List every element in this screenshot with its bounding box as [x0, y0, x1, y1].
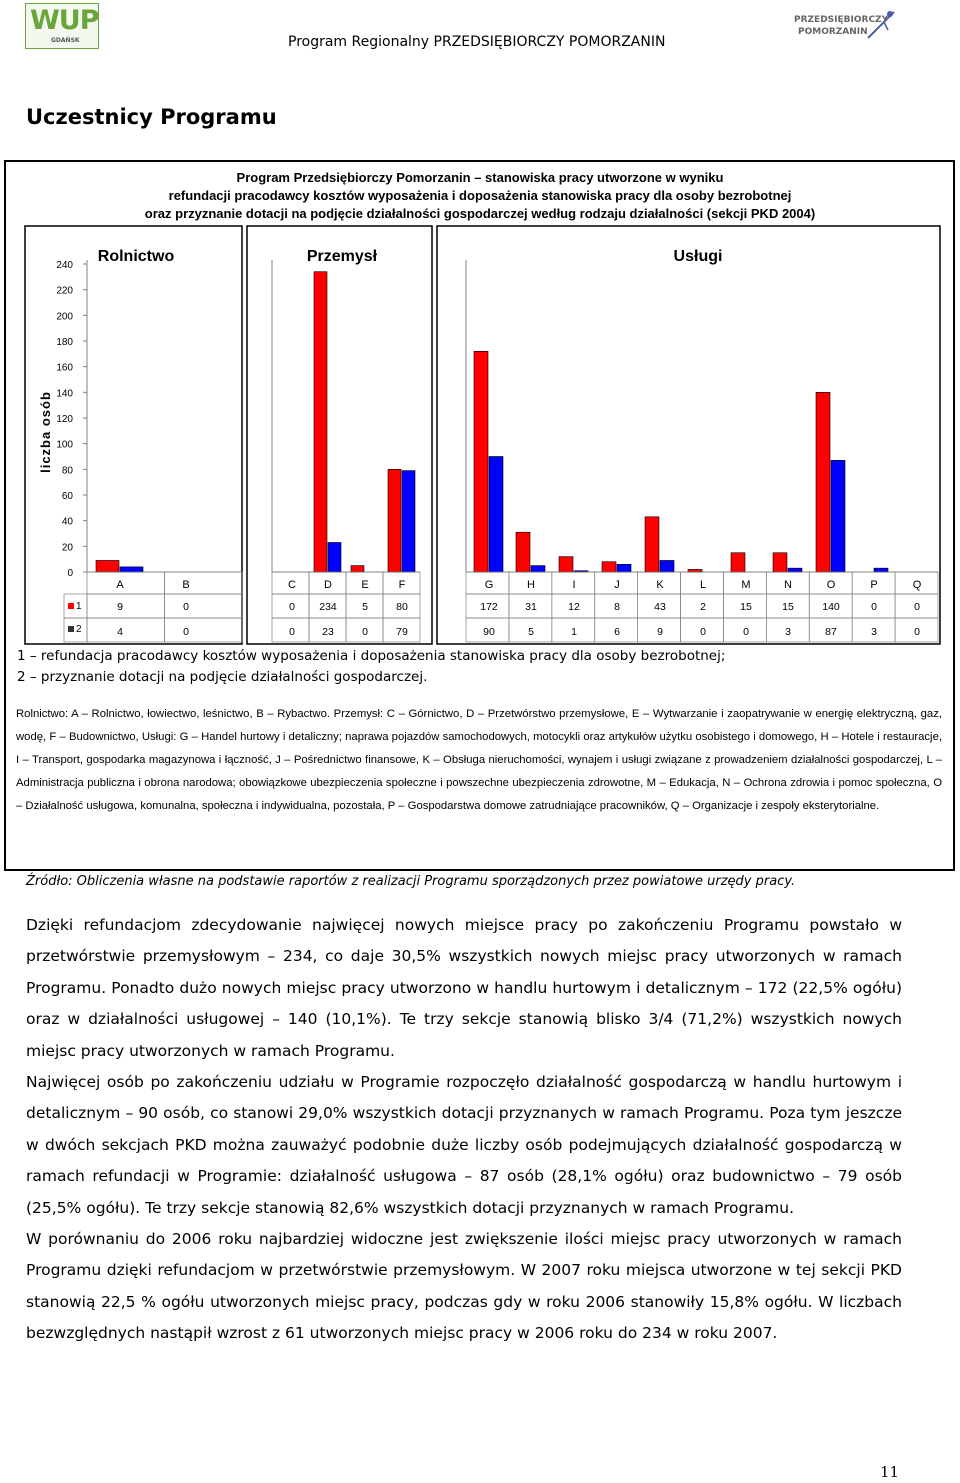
data-table-value-series-1: 140 [822, 601, 840, 613]
sector-description: Rolnictwo: A – Rolnictwo, łowiectwo, leśnictwo, B – Rybactwo. Przemysł: C – Górnictwo, D – Przetwórstwo przemysłowe, E – Wytwarzanie i zaopatrywanie w energię elektryczną, gaz, wodę, F – Budownictwo, Usługi: G – Handel hurtowy i detaliczny; naprawa pojazdów samochodowych, motocykli oraz artykułów użytku osobistego i domowego, H – Hotele i restauracje, I – Transport, gospodarka magazynowa i łączność, J – Pośrednictwo finansowe, K – Obsługa nieruchomości, wynajem i usługi związane z prowadzeniem działalności gospodarczej, L – Administracja publiczna i obrona narodowa; obowiązkowe ubezpieczenia społeczne i powszechne ubezpieczenia zdrowotne, M – Edukacja, N – Ochrona zdrowia i pomoc społeczna, O – Działalność usługowa, komunalna, społeczna i indywidualna, pozostała, P – Gospodarstwa domowe zatrudniające pracowników, Q – Organizacje i zespoły eksterytorialne. [16, 708, 942, 812]
data-table-value-series-2: 0 [362, 626, 368, 638]
data-table-value-series-2: 4 [117, 626, 123, 638]
x-tick-label: M [741, 579, 751, 591]
data-table-value-series-1: 5 [362, 601, 368, 613]
data-table-value-series-1: 2 [700, 601, 706, 613]
data-table-value-series-2: 9 [657, 626, 663, 638]
legend-swatch-series-2 [68, 626, 74, 632]
data-table-value-series-1: 43 [654, 601, 666, 613]
x-tick-label: O [826, 579, 836, 591]
data-table-value-series-1: 15 [740, 601, 752, 613]
y-tick-label: 200 [56, 311, 73, 323]
bar-series-2 [788, 568, 802, 572]
x-tick-label: P [870, 579, 878, 591]
x-tick-label: H [527, 579, 535, 591]
y-tick-label: 0 [67, 568, 73, 579]
wup-logo-text: WUP [30, 5, 99, 36]
data-table-value-series-2: 0 [743, 626, 749, 638]
bar-series-2 [328, 542, 341, 572]
bar-series-1 [602, 562, 616, 572]
y-tick-label: 20 [61, 542, 73, 554]
bar-series-1 [559, 557, 573, 572]
bar-series-1 [388, 469, 401, 572]
data-table-value-series-2: 79 [396, 626, 408, 638]
data-table-value-series-2: 3 [785, 626, 791, 638]
paragraph: Najwięcej osób po zakończeniu udziału w Programie rozpoczęło działalność gospodarczą w handlu hurtowym i detalicznym – 90 osób, co stanowi 29,0% wszystkich dotacji przyznanych w ramach Programu. Poza tym jeszcze w dwóch sekcjach PKD można zauważyć podobnie duże liczby osób podejmujących działalność gospodarczą w ramach refundacji w Programie: działalność usługowa – 87 osób (28,1% ogółu) oraz budownictwo – 79 osób (25,5% ogółu). Te trzy sekcje stanowią 82,6% wszystkich dotacji przyznanych w ramach Programu. [26, 1073, 902, 1217]
legend-key-series-1: 1 [76, 601, 82, 612]
x-tick-label: Q [912, 579, 922, 591]
bar-series-2 [874, 568, 888, 572]
header-title: Program Regionalny PRZEDSIĘBIORCZY POMORZANIN [288, 34, 666, 50]
y-tick-label: 60 [61, 491, 73, 502]
data-table-value-series-1: 8 [614, 601, 620, 613]
bar-series-1 [516, 532, 530, 572]
bar-series-1 [474, 351, 488, 572]
chart-panel-title: Usługi [673, 248, 723, 265]
page-number: 11 [880, 1463, 900, 1481]
bar-series-2 [660, 560, 674, 572]
paragraph: Dzięki refundacjom zdecydowanie najwięcej nowych miejsce pracy po zakończeniu Programu powstało w przetwórstwie przemysłowym – 234, co daje 30,5% wszystkich nowych miejsc pracy utworzonych w ramach Programu. Ponadto dużo nowych miejsc pracy utworzono w handlu hurtowym i detalicznym – 172 (22,5% ogółu) oraz w działalności usługowej – 140 (10,1%). Te trzy sekcje stanowią blisko 3/4 (71,2%) wszystkich nowych miejsc pracy utworzonych w ramach Programu. [26, 916, 902, 1060]
bar-series-1 [351, 566, 364, 572]
chart-panel-frame [437, 226, 940, 644]
data-table-value-series-2: 5 [528, 626, 534, 638]
x-tick-label: K [656, 579, 664, 591]
data-table-value-series-1: 0 [871, 601, 877, 613]
data-table-value-series-2: 90 [483, 626, 495, 638]
bar-series-1 [816, 392, 830, 572]
data-table-value-series-2: 0 [914, 626, 920, 638]
y-tick-label: 160 [56, 362, 73, 374]
x-tick-label: D [324, 579, 332, 591]
y-axis-label: liczba osób [38, 391, 53, 473]
data-table-value-series-2: 87 [825, 626, 837, 638]
x-tick-label: E [361, 579, 369, 591]
paragraph: W porównaniu do 2006 roku najbardziej widoczne jest zwiększenie ilości miejsc pracy utworzonych w ramach Programu dzięki refundacjom w przetwórstwie przemysłowym. W 2007 roku miejsca utworzone w tej sekcji PKD stanowią 22,5 % ogółu utworzonych miejsc pracy, podczas gdy w roku 2006 stanowiły 15,8% ogółu. W liczbach bezwzględnych nastąpił wzrost z 61 utworzonych miejsc pracy w 2006 roku do 234 w roku 2007. [26, 1230, 902, 1343]
x-tick-label: G [484, 579, 494, 591]
chart-panel-title: Przemysł [306, 248, 378, 265]
x-tick-label: N [784, 579, 792, 591]
y-tick-label: 180 [56, 337, 73, 348]
x-tick-label: B [182, 579, 190, 591]
legend-key-series-2: 2 [76, 624, 82, 635]
y-tick-label: 140 [56, 388, 73, 400]
bar-series-2 [402, 471, 415, 572]
legend-line-1: 1 – refundacja pracodawcy kosztów wyposażenia i doposażenia stanowiska pracy dla osoby bezrobotnej; [17, 648, 726, 664]
logo-line-1: PRZEDSIĘBIORCZY [794, 15, 889, 25]
wup-logo-subtext: GDAŃSK [51, 37, 80, 44]
data-table-value-series-1: 9 [117, 601, 123, 613]
przedsiebiorczy-logo [790, 8, 902, 48]
chart-panel-title: Rolnictwo [97, 248, 175, 265]
bar-series-1 [688, 569, 702, 572]
body-text [26, 910, 902, 1350]
legend-swatch-series-1 [68, 603, 74, 609]
figure-title-line: Program Przedsiębiorczy Pomorzanin – stanowiska pracy utworzone w wyniku [236, 170, 724, 185]
x-tick-label: I [572, 579, 576, 591]
data-table-value-series-1: 234 [319, 601, 337, 613]
wup-logo [25, 3, 99, 49]
x-tick-label: L [699, 579, 707, 591]
data-table-value-series-1: 80 [396, 601, 408, 613]
logo-line-2: POMORZANIN [798, 27, 868, 37]
data-table-value-series-1: 172 [480, 601, 498, 613]
data-table-value-series-2: 3 [871, 626, 877, 638]
data-table-value-series-2: 0 [289, 626, 295, 638]
bar-series-2 [120, 567, 143, 572]
data-table-value-series-1: 0 [289, 601, 295, 613]
bar-series-2 [489, 457, 503, 573]
data-table-value-series-1: 15 [782, 601, 794, 613]
y-tick-label: 120 [56, 414, 73, 425]
series-legend [17, 646, 725, 688]
x-tick-label: J [614, 579, 620, 591]
y-tick-label: 80 [61, 465, 73, 477]
figure-title [0, 169, 960, 223]
y-tick-label: 40 [61, 516, 73, 528]
bar-series-1 [731, 553, 745, 572]
data-table-value-series-1: 0 [914, 601, 920, 613]
data-table-value-series-1: 0 [183, 601, 189, 613]
bar-series-1 [773, 553, 787, 572]
legend-line-2: 2 – przyznanie dotacji na podjęcie działalności gospodarczej. [17, 669, 428, 685]
data-table-value-series-2: 0 [700, 626, 706, 638]
data-table-value-series-2: 23 [322, 626, 334, 638]
bar-series-2 [831, 460, 845, 572]
data-table-value-series-2: 6 [614, 626, 620, 638]
figure-title-line: refundacji pracodawcy kosztów wyposażenia i doposażenia stanowiska pracy dla osoby bezrobotnej [168, 188, 792, 203]
x-tick-label: F [398, 579, 406, 591]
figure-title-line: oraz przyznanie dotacji na podjęcie działalności gospodarczej według rodzaju działalności (sekcji PKD 2004) [144, 206, 816, 221]
source-note: Źródło: Obliczenia własne na podstawie raportów z realizacji Programu sporządzonych przez powiatowe urzędy pracy. [26, 874, 796, 889]
x-tick-label: C [288, 579, 296, 591]
data-table-value-series-2: 1 [571, 626, 577, 638]
bar-series-2 [531, 566, 545, 572]
y-tick-label: 240 [56, 260, 73, 271]
bar-series-1 [314, 272, 327, 572]
data-table-value-series-1: 31 [525, 601, 537, 613]
data-table-value-series-1: 12 [568, 601, 580, 613]
data-table-value-series-2: 0 [183, 626, 189, 638]
x-tick-label: A [116, 579, 124, 591]
y-tick-label: 220 [56, 285, 73, 297]
bar-series-2 [617, 564, 631, 572]
y-tick-label: 100 [56, 439, 73, 451]
bar-series-1 [645, 517, 659, 572]
section-title: Uczestnicy Programu [26, 105, 277, 129]
bar-series-1 [96, 560, 119, 572]
sector-bar-chart [0, 222, 960, 647]
